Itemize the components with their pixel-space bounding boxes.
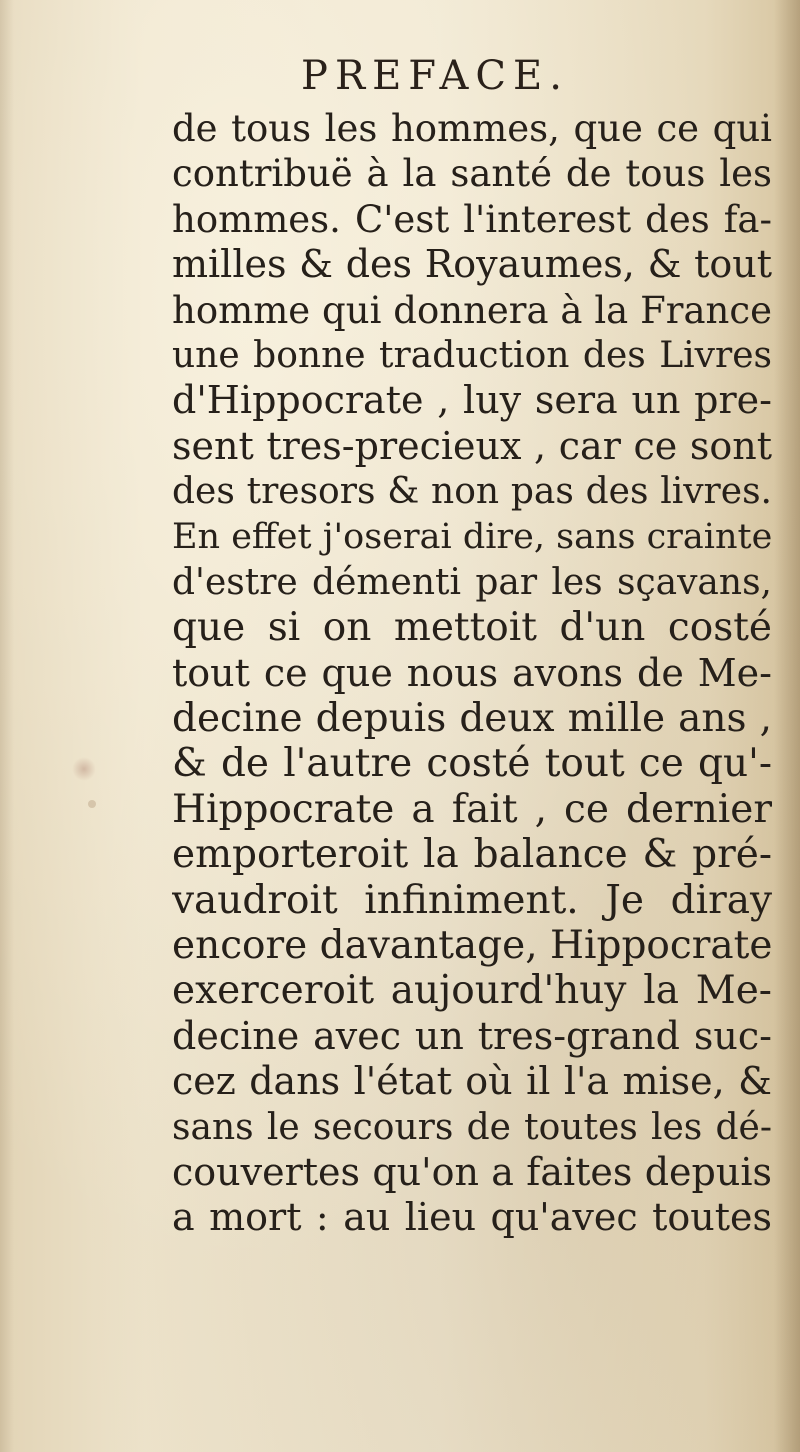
text-line-25: a mort : au lieu qu'avec toutes [172, 1195, 772, 1240]
text-line-15: & de l'autre costé tout ce qu'- [172, 741, 772, 787]
text-line-3: hommes. C'est l'interest des fa- [172, 197, 772, 241]
text-line-4: milles & des Royaumes, & tout [172, 242, 772, 287]
text-line-1: de tous les hommes, que ce qui [172, 107, 772, 150]
text-line-11: d'estre démenti par les sçavans, [172, 561, 772, 603]
text-line-12: que si on mettoit d'un costé [172, 605, 772, 651]
text-line-7: d'Hippocrate , luy sera un pre- [172, 378, 772, 423]
page-gutter-shadow [774, 0, 800, 1452]
text-line-23: sans le secours de toutes les dé- [172, 1106, 772, 1148]
text-line-20: exerceroit aujourd'huy la Me- [172, 968, 772, 1014]
text-line-19: encore davantage, Hippocrate [172, 923, 772, 969]
paper-stain-small [88, 800, 96, 808]
text-line-5: homme qui donnera à la France [172, 288, 772, 332]
text-line-13: tout ce que nous avons de Me- [172, 650, 772, 695]
text-line-6: une bonne traduction des Livres [172, 334, 772, 376]
text-line-22: cez dans l'état où il l'a mise, & [172, 1059, 772, 1104]
text-line-16: Hippocrate a fait , ce dernier [172, 786, 772, 832]
page-left-edge-shading [0, 0, 14, 1452]
text-line-8: sent tres-precieux , car ce sont [172, 423, 772, 468]
running-head: PREFACE. [301, 53, 569, 99]
text-line-21: decine avec un tres-grand suc- [172, 1013, 772, 1058]
paper-stain [72, 757, 96, 781]
text-line-17: emporteroit la balance & pré- [172, 832, 772, 878]
text-line-24: couvertes qu'on a faites depuis [172, 1149, 772, 1194]
text-line-2: contribuë à la santé de tous les [172, 152, 772, 196]
text-line-18: vaudroit infiniment. Je diray [172, 877, 772, 923]
text-line-9: des tresors & non pas des livres. [172, 471, 772, 513]
body-text [172, 106, 772, 1241]
text-line-10: En effet j'oserai dire, sans crainte [172, 516, 772, 557]
text-line-14: decine depuis deux mille ans , [172, 696, 772, 742]
